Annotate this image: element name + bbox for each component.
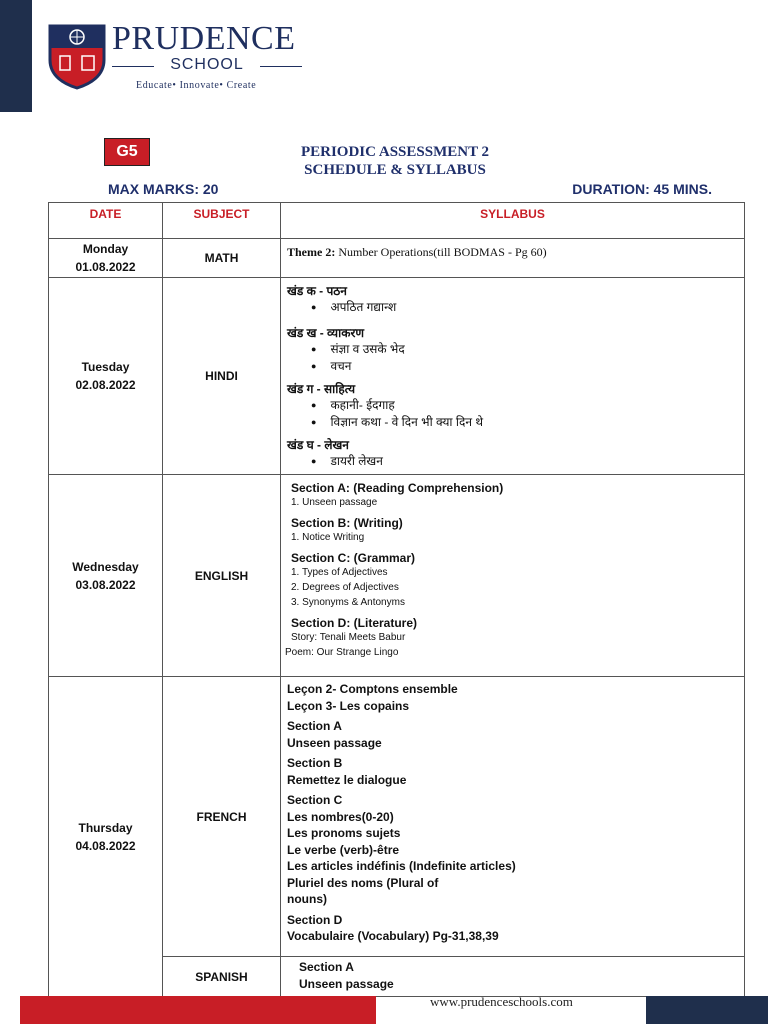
syllabus-cell [281,677,745,957]
section-heading: Section C: (Grammar) [291,551,416,565]
list-item: Les articles indéfinis (Indefinite articles) [287,859,516,873]
date-cell [49,475,163,677]
section-heading: Section D [287,912,343,927]
list-item: nouns) [287,892,327,906]
syllabus-cell [281,475,745,677]
subject-cell: HINDI [163,278,281,475]
date: 04.08.2022 [75,838,136,853]
section-heading: Section A [287,719,342,733]
subject-cell: ENGLISH [163,475,281,677]
footer-navy-bar [646,996,768,1024]
max-marks: MAX MARKS: 20 [108,181,219,197]
list-item: Vocabulaire (Vocabulary) Pg-31,38,39 [287,929,499,943]
list-item: Unseen passage [287,735,382,750]
list-item: ● वचन [311,358,738,375]
table-row [49,475,745,677]
list-item: ● अपठित गद्यान्श [311,299,738,316]
lesson-item: Leçon 2- Comptons ensemble [287,682,458,696]
list-item: 2. Degrees of Adjectives [291,582,399,593]
section-heading: Section D: (Literature) [291,616,418,630]
list-item: Unseen passage [299,976,394,991]
duration: DURATION: 45 MINS. [572,181,712,197]
subject-cell: SPANISH [163,957,281,997]
section-heading: Section B: (Writing) [291,516,403,530]
table-row [49,677,745,957]
list-item: Pluriel des noms (Plural of [287,875,439,890]
date: 02.08.2022 [75,378,136,392]
date-cell [49,278,163,475]
document-title: PERIODIC ASSESSMENT 2 [300,144,490,160]
school-name: PRUDENCE [112,20,296,57]
table-row [49,278,745,475]
section-heading: Section A: (Reading Comprehension) [291,481,504,495]
corner-accent-bar [0,0,32,112]
schedule-table [48,202,745,997]
date: 03.08.2022 [75,577,136,592]
section-heading: Section C [287,793,343,807]
list-item: Les nombres(0-20) [287,809,394,824]
theme-label: Theme 2: [287,245,336,259]
footer-red-bar [20,996,376,1024]
day: Wednesday [72,559,139,574]
list-item: Les pronoms sujets [287,826,401,840]
list-item: Story: Tenali Meets Babur [291,632,406,643]
syllabus-cell [281,957,745,997]
footer-website-link[interactable]: www.prudenceschools.com [430,994,573,1009]
section-heading: खंड क - पठन [287,284,347,298]
subject-cell: FRENCH [163,677,281,957]
date: 01.08.2022 [75,260,136,274]
divider [260,66,302,67]
list-item: Le verbe (verb)-être [287,842,400,857]
day: Tuesday [81,360,130,374]
list-item: ● डायरी लेखन [311,453,738,470]
list-item: ● संज्ञा व उसके भेद [311,341,738,358]
school-subtitle-row [112,56,302,76]
list-item: 1. Unseen passage [291,497,378,508]
section-heading: खंड ग - साहित्य [287,382,356,396]
lesson-item: Leçon 3- Les copains [287,698,410,713]
table-row [49,239,745,278]
table-header-row [49,203,745,239]
section-heading: खंड ख - व्याकरण [287,326,365,340]
list-item: ● विज्ञान कथा - वे दिन भी क्या दिन थे [311,414,738,431]
section-heading: Section B [287,756,343,770]
grade-badge: G5 [104,138,150,166]
section-heading: खंड घ - लेखन [287,438,349,452]
header-syllabus: SYLLABUS [281,203,745,239]
header-subject: SUBJECT [163,203,281,239]
date-cell [49,239,163,278]
syllabus-cell [281,278,745,475]
tagline: Educate• Innovate• Create [136,80,257,91]
shield-crest-icon [48,24,106,90]
list-item: Poem: Our Strange Lingo [285,647,399,658]
list-item: 1. Types of Adjectives [291,567,388,578]
document-subtitle: SCHEDULE & SYLLABUS [304,162,486,178]
theme-text: Number Operations(till BODMAS - Pg 60) [335,245,547,259]
subject-cell: MATH [163,239,281,278]
list-item: ● कहानी- ईदगाह [311,397,738,414]
list-item: 3. Synonyms & Antonyms [291,597,405,608]
syllabus-cell [281,239,745,278]
date-cell [49,677,163,997]
header-date: DATE [49,203,163,239]
school-logo [48,20,308,100]
day: Monday [82,242,129,256]
section-heading: Section A [299,960,354,974]
list-item: 1. Notice Writing [291,532,365,543]
list-item: Remettez le dialogue [287,772,407,787]
day: Thursday [78,820,133,835]
school-subtitle: SCHOOL [170,56,244,73]
